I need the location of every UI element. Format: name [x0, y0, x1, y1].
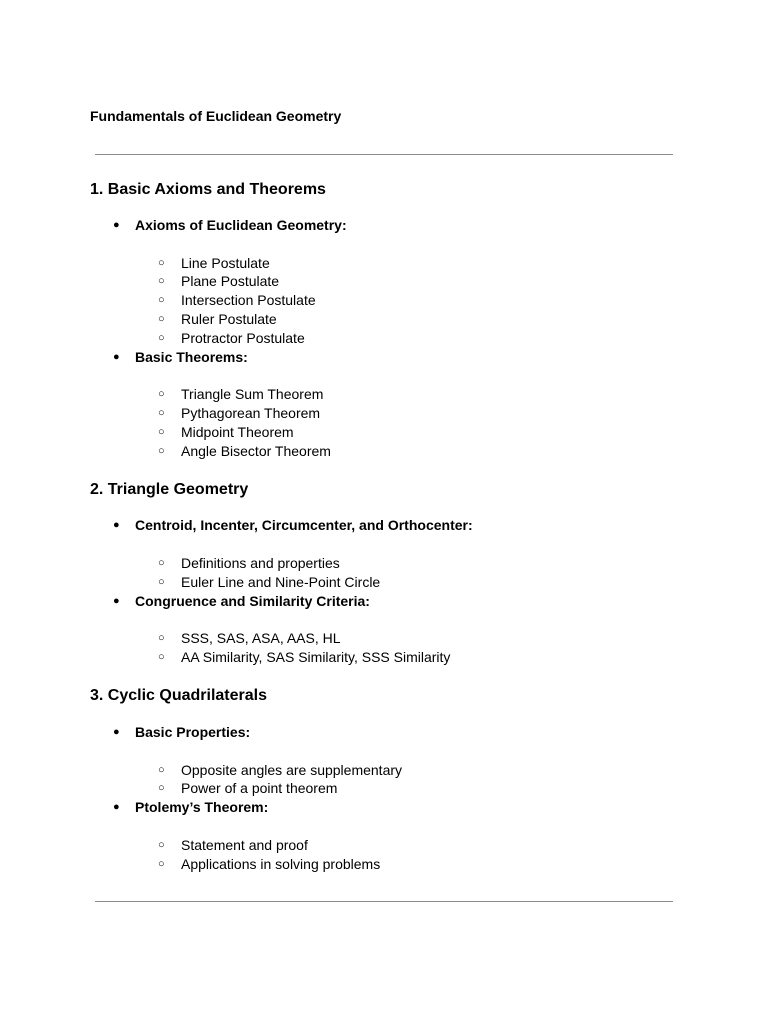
section-heading-triangle-geometry: 2. Triangle Geometry [90, 481, 249, 498]
bullet-icon: ● [113, 726, 120, 738]
sub-bullet-icon: ○ [158, 557, 165, 569]
sub-bullet-icon: ○ [158, 275, 165, 287]
list-item [158, 329, 305, 347]
list-item [158, 573, 380, 591]
list-item-label: Intersection Postulate [181, 292, 316, 308]
list-item-label: Protractor Postulate [181, 330, 305, 346]
bullet-icon: ● [113, 351, 120, 363]
sub-bullet-icon: ○ [158, 764, 165, 776]
list-item-label: Triangle Sum Theorem [181, 386, 324, 402]
bullet-ptolemy-theorem [113, 798, 268, 816]
bullet-icon: ● [113, 801, 120, 813]
list-item [158, 291, 316, 309]
bottom-divider [95, 901, 673, 902]
bullet-label: Ptolemy’s Theorem: [135, 799, 269, 815]
bullet-label: Axioms of Euclidean Geometry: [135, 217, 347, 233]
sub-bullet-icon: ○ [158, 294, 165, 306]
list-item [158, 272, 279, 290]
list-item [158, 629, 341, 647]
section-heading-basic-axioms: 1. Basic Axioms and Theorems [90, 181, 326, 198]
sub-bullet-icon: ○ [158, 313, 165, 325]
list-item [158, 648, 450, 666]
list-item-label: AA Similarity, SAS Similarity, SSS Similarity [181, 649, 451, 665]
list-item [158, 385, 323, 403]
bullet-axioms [113, 216, 347, 234]
bullet-congruence-similarity [113, 592, 370, 610]
list-item [158, 442, 331, 460]
list-item-label: Definitions and properties [181, 555, 340, 571]
sub-bullet-icon: ○ [158, 407, 165, 419]
list-item [158, 836, 308, 854]
sub-bullet-icon: ○ [158, 858, 165, 870]
list-item-label: Pythagorean Theorem [181, 405, 321, 421]
sub-bullet-icon: ○ [158, 388, 165, 400]
list-item-label: Midpoint Theorem [181, 424, 294, 440]
list-item [158, 761, 402, 779]
list-item-label: Angle Bisector Theorem [181, 443, 331, 459]
list-item [158, 310, 277, 328]
sub-bullet-icon: ○ [158, 651, 165, 663]
list-item [158, 779, 337, 797]
sub-bullet-icon: ○ [158, 632, 165, 644]
list-item-label: Euler Line and Nine-Point Circle [181, 574, 381, 590]
list-item [158, 404, 320, 422]
section-heading-cyclic-quadrilaterals: 3. Cyclic Quadrilaterals [90, 687, 267, 704]
bullet-icon: ● [113, 219, 120, 231]
bullet-triangle-centers [113, 516, 473, 534]
list-item-label: Applications in solving problems [181, 856, 381, 872]
list-item [158, 554, 340, 572]
bullet-label: Basic Properties: [135, 724, 251, 740]
sub-bullet-icon: ○ [158, 839, 165, 851]
bullet-icon: ● [113, 595, 120, 607]
list-item-label: Line Postulate [181, 255, 270, 271]
sub-bullet-icon: ○ [158, 257, 165, 269]
list-item-label: Statement and proof [181, 837, 308, 853]
bullet-label: Congruence and Similarity Criteria: [135, 593, 370, 609]
bullet-basic-properties [113, 723, 250, 741]
sub-bullet-icon: ○ [158, 782, 165, 794]
list-item [158, 423, 294, 441]
top-divider [95, 154, 673, 155]
document-title: Fundamentals of Euclidean Geometry [90, 108, 342, 124]
list-item-label: Ruler Postulate [181, 311, 277, 327]
sub-bullet-icon: ○ [158, 332, 165, 344]
list-item [158, 254, 270, 272]
list-item [158, 855, 380, 873]
list-item-label: SSS, SAS, ASA, AAS, HL [181, 630, 341, 646]
bullet-label: Centroid, Incenter, Circumcenter, and Orthocenter: [135, 517, 473, 533]
bullet-label: Basic Theorems: [135, 349, 248, 365]
bullet-icon: ● [113, 519, 120, 531]
sub-bullet-icon: ○ [158, 445, 165, 457]
list-item-label: Opposite angles are supplementary [181, 762, 403, 778]
sub-bullet-icon: ○ [158, 576, 165, 588]
sub-bullet-icon: ○ [158, 426, 165, 438]
list-item-label: Power of a point theorem [181, 780, 338, 796]
list-item-label: Plane Postulate [181, 273, 280, 289]
bullet-basic-theorems [113, 348, 248, 366]
